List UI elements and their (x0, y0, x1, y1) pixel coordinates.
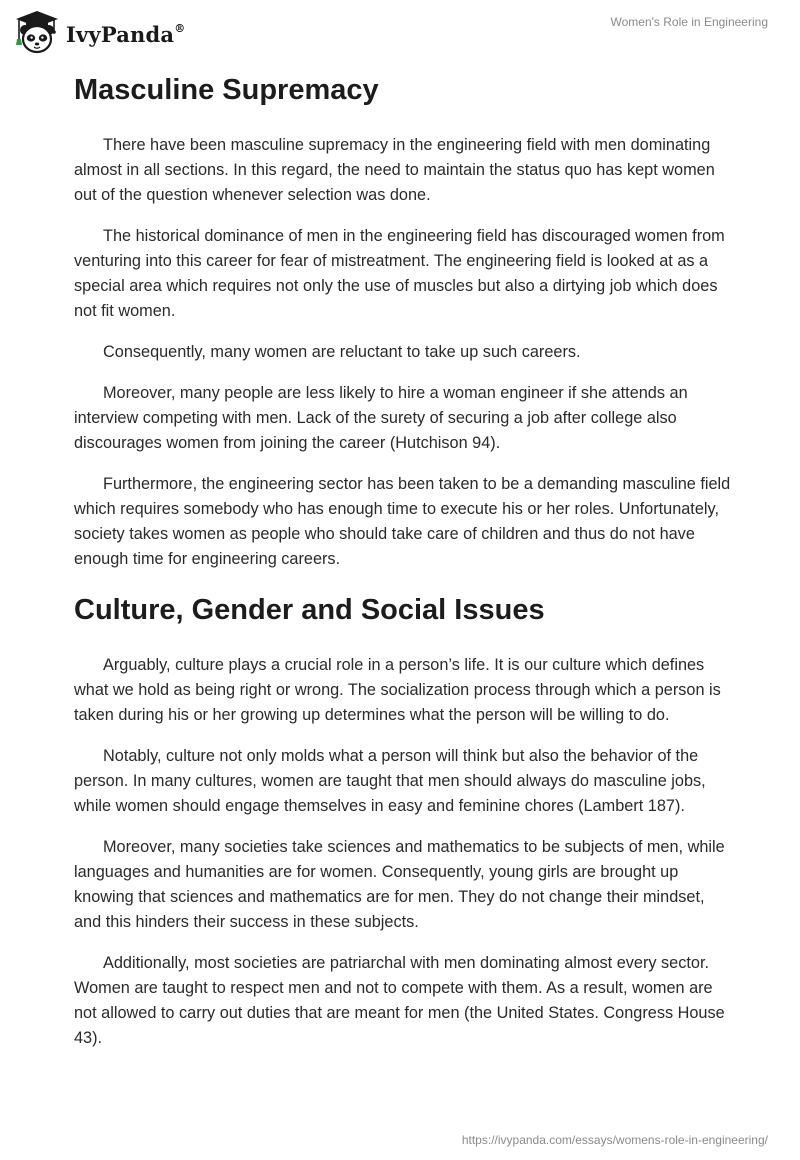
page-header (0, 0, 800, 64)
paragraph: Moreover, many people are less likely to hire a woman engineer if she attends an interview competing with men. Lack of the surety of securing a job after college also discourages women from joining the career (Hutchison 94). (74, 384, 688, 452)
panda-graduate-icon (14, 9, 60, 55)
paragraph: Additionally, most societies are patriarchal with men dominating almost every sector. Women are taught to respect men and not to compete with them. As a result, women are not allowed to carry out duties that are meant for men (the United States. Congress House 43). (74, 954, 725, 1047)
paragraph: Moreover, many societies take sciences and mathematics to be subjects of men, while languages and humanities are for women. Consequently, young girls are brought up knowing that sciences and mathematics are for men. They do not change their mindset, and this hinders their success in these subjects. (74, 838, 725, 931)
brand-name: IvyPanda® (66, 21, 186, 47)
section-heading: Masculine Supremacy (74, 74, 379, 106)
brand-logo[interactable] (14, 6, 185, 58)
paragraph: There have been masculine supremacy in the engineering field with men dominating almost in all sections. In this regard, the need to maintain the status quo has kept women out of the question whenever selection was done. (74, 136, 715, 204)
registered-mark: ® (174, 21, 186, 35)
source-url[interactable]: https://ivypanda.com/essays/womens-role-in-engineering/ (461, 1133, 768, 1147)
paragraph: Furthermore, the engineering sector has been taken to be a demanding masculine field which requires somebody who has enough time to execute his or her roles. Unfortunately, society takes women as people who should take care of children and thus do not have enough time for engineering careers. (74, 475, 731, 568)
paragraph: The historical dominance of men in the engineering field has discouraged women from venturing into this career for fear of mistreatment. The engineering field is looked at as a special area which requires not only the use of muscles but also a dirtying job which does not fit women. (74, 227, 725, 320)
paragraph: Consequently, many women are reluctant to take up such careers. (103, 343, 581, 361)
paragraph: Notably, culture not only molds what a person will think but also the behavior of the person. In many cultures, women are taught that men should always do masculine jobs, while women should engage themselves in easy and feminine chores (Lambert 187). (74, 747, 706, 815)
document-title: Women's Role in Engineering (610, 15, 768, 29)
paragraph: Arguably, culture plays a crucial role in a person’s life. It is our culture which defines what we hold as being right or wrong. The socialization process through which a person is taken during his or her growing up determines what the person will be willing to do. (74, 656, 721, 724)
essay-body (74, 70, 734, 1051)
section-heading: Culture, Gender and Social Issues (74, 594, 545, 626)
